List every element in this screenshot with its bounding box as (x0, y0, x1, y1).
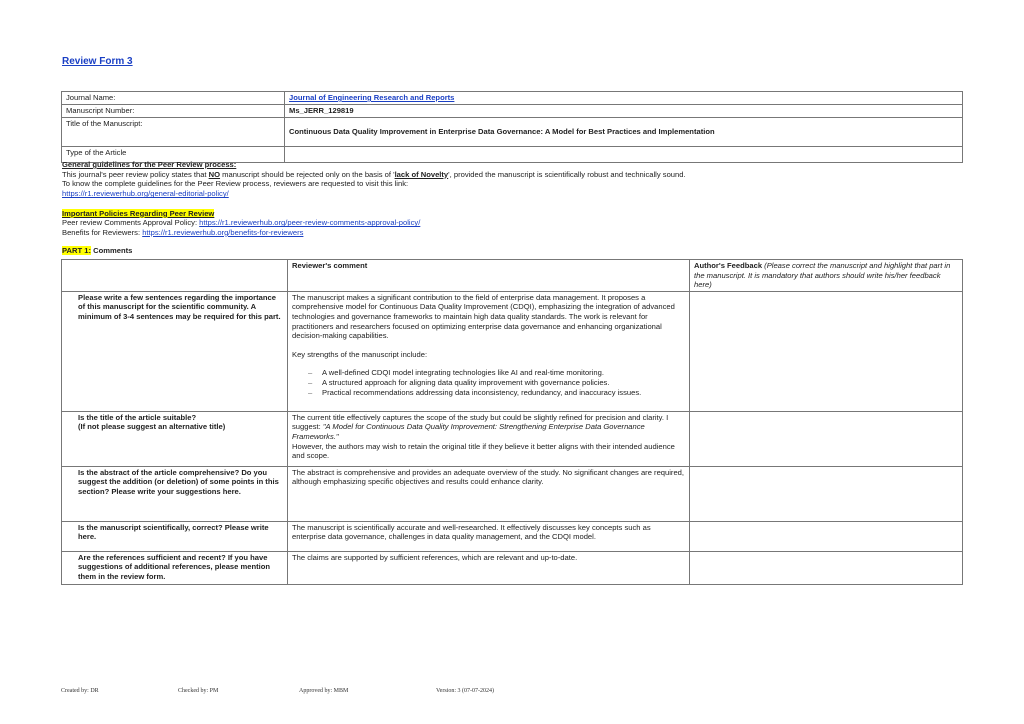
reviewer-comment: The abstract is comprehensive and provides an adequate overview of the study. No significant changes are required, although emphasizing specific objectives and results could enhance clarity. (288, 466, 690, 521)
title-label: Title of the Manuscript: (62, 117, 285, 146)
strengths-list (292, 368, 685, 397)
table-row (62, 521, 963, 551)
list-item: – A structured approach for aligning data quality improvement with governance policies. (322, 378, 685, 388)
comment-text: However, the authors may wish to retain the original title if they believe it better aligns with their intended audience and scope. (292, 441, 675, 461)
part1-heading (62, 246, 982, 256)
guidelines-line1 (62, 170, 982, 180)
question (62, 411, 288, 466)
reviewer-comment: The manuscript is scientifically accurate and well-researched. It effectively discusses key concepts such as enterprise data governance, challenges in data quality management, and the CDQI model. (288, 521, 690, 551)
guidelines-line2: To know the complete guidelines for the Peer Review process, reviewers are requested to visit this link: (62, 179, 409, 189)
author-feedback-input[interactable] (690, 551, 963, 584)
question: Please write a few sentences regarding the importance of this manuscript for the scientific community. A minimum of 3-4 sentences may be required for this part. (62, 291, 288, 411)
policies-heading: Important Policies Regarding Peer Review (62, 208, 215, 218)
form-title[interactable]: Review Form 3 (62, 56, 133, 67)
novelty-emphasis: lack of Novelty (394, 169, 449, 179)
footer-checked: Checked by: PM (178, 688, 219, 694)
strengths-intro: Key strengths of the manuscript include: (292, 349, 428, 359)
author-feedback-input[interactable] (690, 521, 963, 551)
question: Is the manuscript scientifically, correct? Please write here. (62, 521, 288, 551)
text: manuscript should be rejected only on the basis of ' (220, 169, 395, 179)
number-value: Ms_JERR_129819 (285, 104, 963, 117)
part1-title: Comments (90, 245, 133, 255)
journal-label: Journal Name: (62, 92, 285, 105)
editorial-policy-link[interactable]: https://r1.reviewerhub.org/general-editorial-policy/ (62, 189, 229, 199)
table-row (62, 551, 963, 584)
reviewer-comment (288, 291, 690, 411)
text: ', provided the manuscript is scientifically robust and technically sound. (448, 169, 686, 179)
reviewer-comment: The claims are supported by sufficient references, which are relevant and up-to-date. (288, 551, 690, 584)
footer-approved: Approved by: MBM (299, 688, 349, 694)
guidelines-heading: General guidelines for the Peer Review process: (62, 160, 237, 169)
question: Is the abstract of the article comprehensive? Do you suggest the addition (or deletion) of some points in this section? Please write your suggestions here. (62, 466, 288, 521)
question-text: Is the title of the article suitable? (78, 412, 197, 422)
no-emphasis: NO (208, 169, 221, 179)
type-label: Type of the Article (62, 146, 285, 162)
footer-created: Created by: DR (61, 688, 99, 694)
comments-table (61, 259, 963, 585)
table-row (62, 466, 963, 521)
header-question (62, 260, 288, 292)
header-author-feedback (690, 260, 963, 292)
list-item: – Practical recommendations addressing data inconsistency, redundancy, and inaccuracy issues. (322, 388, 685, 398)
suggested-title: "A Model for Continuous Data Quality Improvement: Strengthening Enterprise Data Governance Frameworks." (292, 422, 645, 441)
guidelines-section (62, 160, 982, 255)
table-row (62, 291, 963, 411)
title-value: Continuous Data Quality Improvement in Enterprise Data Governance: A Model for Best Practices and Implementation (285, 117, 963, 146)
manuscript-info-table (61, 91, 963, 163)
table-row (62, 411, 963, 466)
approval-label: Peer review Comments Approval Policy: (62, 218, 200, 228)
text: This journal's peer review policy states that (62, 169, 209, 179)
comment-text: The manuscript makes a significant contribution to the field of enterprise data management. It proposes a comprehensive model for Continuous Data Quality Improvement (CDQI), emphasizing the integration of advanced technologies and governance frameworks to maintain high data quality standards. The work is relevant for practitioners and researchers focused on optimizing enterprise data governance and enhancing organizational decision-making capabilities. (292, 292, 675, 341)
number-label: Manuscript Number: (62, 104, 285, 117)
author-feedback-input[interactable] (690, 291, 963, 411)
author-feedback-label: Author's Feedback (694, 261, 763, 270)
header-reviewer-comment: Reviewer's comment (288, 260, 690, 292)
question: Are the references sufficient and recent? If you have suggestions of additional references, please mention them in the review form. (62, 551, 288, 584)
author-feedback-input[interactable] (690, 411, 963, 466)
author-feedback-note: (Please correct the manuscript and highlight that part in the manuscript. It is mandatory that authors should write his/her feedback here) (694, 261, 951, 290)
comment-text: The current title effectively captures the scope of the study but could be slightly refined for precision and clarity. I suggest: (292, 412, 669, 432)
footer-version: Version: 3 (07-07-2024) (436, 688, 494, 694)
approval-policy-link[interactable]: https://r1.reviewerhub.org/peer-review-comments-approval-policy/ (199, 218, 421, 228)
list-item: – A well-defined CDQI model integrating technologies like AI and real-time monitoring. (322, 368, 685, 378)
part1-label: PART 1: (62, 245, 91, 255)
author-feedback-input[interactable] (690, 466, 963, 521)
benefits-label: Benefits for Reviewers: (62, 227, 143, 237)
journal-link[interactable]: Journal of Engineering Research and Reports (289, 93, 455, 102)
question-text: (If not please suggest an alternative title) (78, 422, 226, 432)
reviewer-comment (288, 411, 690, 466)
benefits-link[interactable]: https://r1.reviewerhub.org/benefits-for-reviewers (142, 227, 304, 237)
